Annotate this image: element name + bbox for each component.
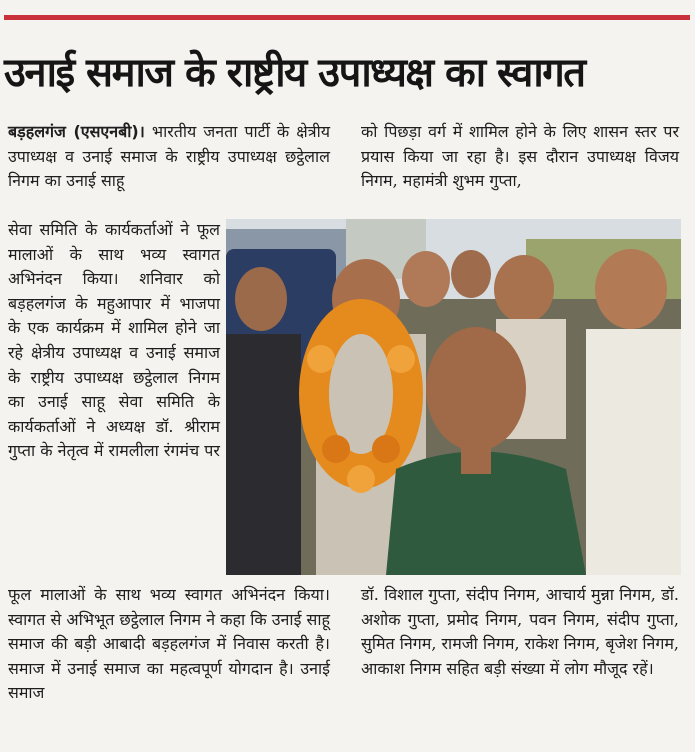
left-narrow-text: सेवा समिति के कार्यकर्ताओं ने फूल मालाओं के साथ भव्य स्वागत अभिनंदन किया। शनिवार को बड़हलगंज के महुआपार में भाजपा के एक कार्यक्रम में शामिल होने जा रहे क्षेत्रीय उपाध्यक्ष व उनाई समाज के राष्ट्रीय उपाध्यक्ष छट्ठेलाल निगम का उनाई साहू सेवा समिति के कार्यकर्ताओं ने अध्यक्ष डॉ. श्रीराम गुप्ता के नेतृत्व में रामलीला रंगमंच पर: [8, 220, 220, 461]
news-photo: [226, 219, 681, 575]
left-column-intro: [8, 120, 330, 194]
left-intro-text: भारतीय जनता पार्टी के क्षेत्रीय उपाध्यक्ष व उनाई समाज के राष्ट्रीय उपाध्यक्ष छट्ठेलाल निगम का उनाई साहू: [8, 122, 330, 191]
headline: उनाई समाज के राष्ट्रीय उपाध्यक्ष का स्वागत: [4, 50, 585, 96]
right-top-text: को पिछड़ा वर्ग में शामिल होने के लिए शासन स्तर पर प्रयास किया जा रहा है। इस दौरान उपाध्यक्ष विजय निगम, महामंत्री शुभम गुप्ता,: [361, 122, 679, 191]
left-column-bottom: [8, 583, 330, 706]
left-bottom-text: फूल मालाओं के साथ भव्य स्वागत अभिनंदन किया। स्वागत से अभिभूत छट्ठेलाल निगम ने कहा कि उनाई साहू समाज की बड़ी आबादी बड़हलगंज में निवास करती है। समाज में उनाई समाज का महत्वपूर्ण योगदान है। उनाई समाज: [8, 585, 330, 703]
right-bottom-text: डॉ. विशाल गुप्ता, संदीप निगम, आचार्य मुन्ना निगम, डॉ. अशोक गुप्ता, प्रमोद निगम, पवन निगम, संदीप गुप्ता, सुमित निगम, रामजी निगम, राकेश निगम, बृजेश निगम, आकाश निगम सहित बड़ी संख्या में लोग मौजूद रहें।: [361, 585, 680, 678]
dateline: बड़हलगंज (एसएनबी)।: [8, 122, 145, 141]
right-column-bottom: [361, 583, 679, 681]
right-column-top: [361, 120, 679, 194]
top-red-rule: [4, 15, 690, 20]
photo-illustration: [226, 219, 681, 575]
left-column-narrow: [8, 218, 220, 464]
